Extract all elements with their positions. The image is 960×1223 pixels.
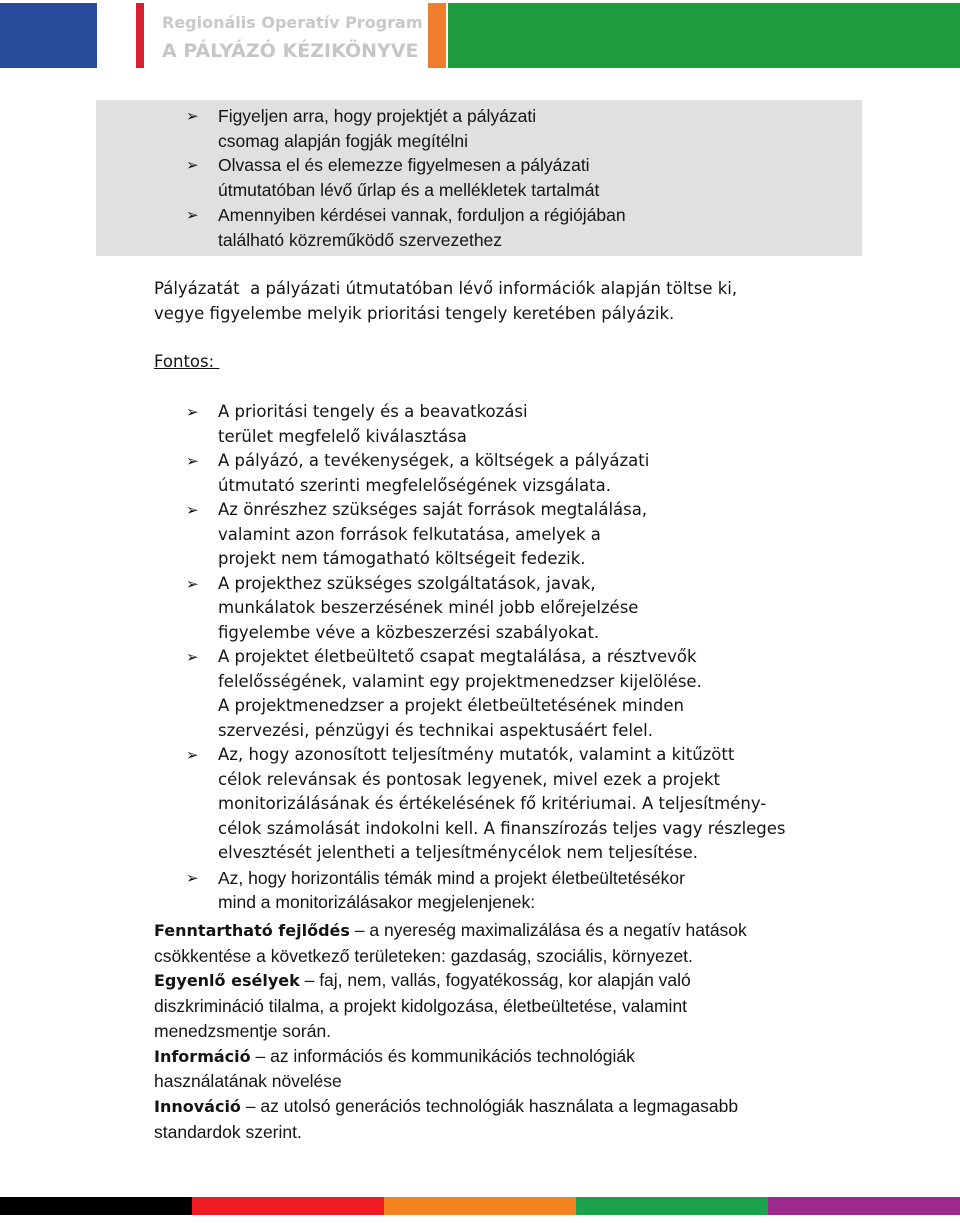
tip-text-line: csomag alapján fogják megítélni — [218, 130, 469, 151]
intro-line: vegye figyelembe melyik prioritási tengely keretében pályázik. — [154, 303, 675, 323]
header-red-stripe — [136, 3, 144, 68]
checklist-line: monitorizálásának és értékelésének fő kritériumai. A teljesítmény- — [218, 794, 767, 813]
checklist-item — [186, 743, 786, 866]
checklist-line: elvesztését jelentheti a teljesítménycélok nem teljesítése. — [218, 843, 699, 862]
footer-color-segment — [576, 1197, 768, 1215]
arrow-bullet-icon: ➢ — [186, 574, 199, 593]
header-subtitle: Regionális Operatív Program — [162, 13, 423, 32]
tip-text-line: útmutatóban lévő űrlap és a mellékletek tartalmát — [218, 180, 600, 201]
definition-term: Egyenlő esélyek — [154, 971, 300, 991]
checklist-line: terület megfelelő kiválasztása — [218, 426, 467, 446]
tip-text-line: Olvassa el és elemezze figyelmesen a pályázati — [218, 155, 590, 176]
checklist-line: A projektmenedzser a projekt életbeültetésének minden — [218, 696, 684, 715]
definitions — [154, 918, 747, 1144]
definition-term: Információ — [154, 1046, 251, 1066]
arrow-bullet-icon: ➢ — [186, 868, 199, 887]
fontos-heading: Fontos: — [154, 352, 220, 371]
footer-color-bar — [0, 1197, 960, 1215]
checklist-item — [186, 449, 786, 498]
arrow-bullet-icon: ➢ — [186, 205, 199, 224]
header-logo-block — [0, 3, 97, 68]
tip-list-item — [186, 104, 626, 153]
checklist-item — [186, 498, 786, 572]
checklist-line: célok relevánsak és pontosak legyenek, mivel ezek a projekt — [218, 769, 720, 789]
header-title: A PÁLYÁZÓ KÉZIKÖNYVE — [162, 40, 419, 62]
checklist-line: Az, hogy horizontális témák mind a projekt életbeültetésékor — [218, 867, 685, 888]
definition-text: menedzsmentje során. — [154, 1020, 332, 1041]
checklist-line: felelősségének, valamint egy projektmenedzser kijelölése. — [218, 671, 702, 691]
footer-color-segment — [192, 1197, 384, 1215]
definition-text: – az információs és kommunikációs technológiák — [250, 1045, 635, 1066]
checklist-line: célok számolását indokolni kell. A finanszírozás teljes vagy részleges — [218, 818, 786, 838]
arrow-bullet-icon: ➢ — [186, 452, 199, 470]
arrow-bullet-icon: ➢ — [186, 648, 199, 666]
header-orange-stripe — [428, 3, 446, 68]
checklist-line: útmutató szerinti megfelelőségének vizsgálata. — [218, 475, 611, 495]
checklist-line: A prioritási tengely és a beavatkozási — [218, 402, 528, 421]
definition-text: csökkentése a következő területeken: gazdaság, szociális, környezet. — [154, 945, 693, 966]
footer-color-segment — [0, 1197, 192, 1215]
intro-paragraph — [154, 277, 737, 326]
intro-line: Pályázatát a pályázati útmutatóban lévő információk alapján töltse ki, — [154, 279, 738, 298]
tip-list — [186, 104, 626, 252]
tip-list-item — [186, 153, 626, 202]
tip-text-line: található közreműködő szervezethez — [218, 229, 503, 250]
arrow-bullet-icon: ➢ — [186, 746, 199, 764]
checklist-line: valamint azon források felkutatása, amelyek a — [218, 524, 601, 544]
checklist-item — [186, 400, 786, 449]
checklist-item — [186, 866, 786, 915]
checklist-line: A projekthez szükséges szolgáltatások, javak, — [218, 573, 596, 593]
definition-text: – az utolsó generációs technológiák használata a legmagasabb — [240, 1095, 739, 1116]
checklist-line: A pályázó, a tevékenységek, a költségek a pályázati — [218, 451, 650, 470]
definition-term: Fenntartható fejlődés — [154, 921, 350, 940]
checklist-line: szervezési, pénzügyi és technikai aspektusáért felel. — [218, 720, 653, 740]
definition-first-line — [154, 1044, 747, 1070]
definition-first-line — [154, 968, 747, 994]
tip-text-line: Amennyiben kérdései vannak, forduljon a régiójában — [218, 204, 626, 225]
checklist — [186, 400, 786, 915]
arrow-bullet-icon: ➢ — [186, 107, 199, 125]
arrow-bullet-icon: ➢ — [186, 156, 199, 175]
footer-color-segment — [384, 1197, 576, 1215]
definition-block — [154, 1044, 747, 1094]
definition-first-line — [154, 918, 747, 944]
header-green-band — [448, 3, 960, 68]
definition-text: – a nyereség maximalizálása és a negatív hatások — [349, 920, 747, 940]
checklist-line: munkálatok beszerzésének minél jobb előrejelzése — [218, 598, 639, 617]
checklist-line: mind a monitorizálásakor megjelenjenek: — [218, 892, 536, 912]
footer-color-segment — [768, 1197, 960, 1215]
definition-text: – faj, nem, vallás, fogyatékosság, kor alapján való — [299, 970, 691, 991]
definition-text: használatának növelése — [154, 1071, 342, 1092]
checklist-item — [186, 645, 786, 743]
checklist-line: projekt nem támogatható költségeit fedezik. — [218, 549, 586, 568]
checklist-item — [186, 572, 786, 646]
definition-block — [154, 918, 747, 968]
definition-text: diszkrimináció tilalma, a projekt kidolgozása, életbeültetése, valamint — [154, 996, 688, 1017]
tip-list-item — [186, 203, 626, 252]
definition-term: Innováció — [154, 1096, 241, 1116]
checklist-line: figyelembe véve a közbeszerzési szabályokat. — [218, 622, 600, 642]
checklist-line: Az önrészhez szükséges saját források megtalálása, — [218, 500, 648, 519]
definition-block — [154, 1094, 747, 1144]
tip-text-line: Figyeljen arra, hogy projektjét a pályázati — [218, 106, 537, 126]
definition-block — [154, 968, 747, 1043]
definition-first-line — [154, 1094, 747, 1120]
checklist-line: Az, hogy azonosított teljesítmény mutatók, valamint a kitűzött — [218, 745, 735, 764]
arrow-bullet-icon: ➢ — [186, 403, 199, 421]
definition-text: standardok szerint. — [154, 1121, 302, 1142]
arrow-bullet-icon: ➢ — [186, 501, 199, 519]
checklist-line: A projektet életbeültető csapat megtalálása, a résztvevők — [218, 647, 697, 666]
